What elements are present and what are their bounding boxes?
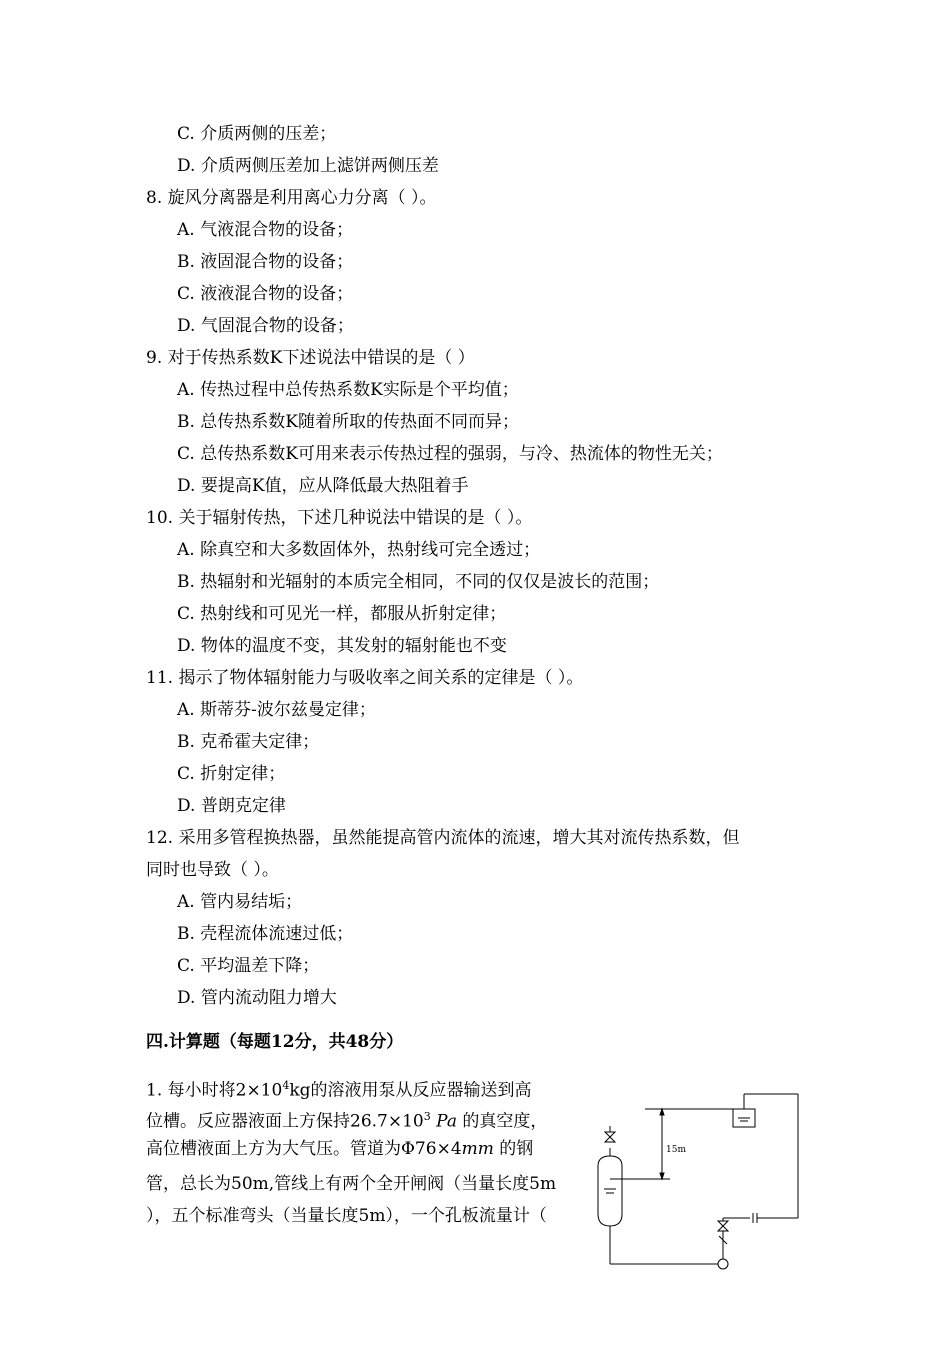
q8-option-c: C. 液液混合物的设备； bbox=[177, 284, 354, 304]
q8-option-d: D. 气固混合物的设备； bbox=[177, 316, 354, 336]
problem1-text: 1. 每小时将2×10 bbox=[146, 1080, 283, 1101]
pipe-spec: Φ76×4 bbox=[401, 1139, 462, 1159]
vent-valve bbox=[605, 1132, 615, 1142]
problem1-line3 bbox=[146, 1137, 586, 1161]
process-diagram bbox=[590, 1086, 805, 1271]
q10-stem: 10. 关于辐射传热，下述几种说法中错误的是（ ）。 bbox=[146, 508, 533, 528]
q11-option-a: A. 斯蒂芬-波尔兹曼定律； bbox=[177, 700, 376, 720]
q8-stem: 8. 旋风分离器是利用离心力分离（ ）。 bbox=[146, 188, 437, 208]
q12-stem-line1: 12. 采用多管程换热器，虽然能提高管内流体的流速，增大其对流传热系数，但 bbox=[146, 828, 740, 848]
q7-option-c: C. 介质两侧的压差； bbox=[177, 124, 337, 144]
q8-option-a: A. 气液混合物的设备； bbox=[177, 220, 354, 240]
q8-option-b: B. 液固混合物的设备； bbox=[177, 252, 354, 272]
reactor-vessel bbox=[598, 1156, 622, 1226]
problem1-text: 位槽。反应器液面上方保持 bbox=[146, 1111, 350, 1132]
problem1-line1 bbox=[146, 1074, 586, 1103]
q12-stem-line2: 同时也导致（ ）。 bbox=[146, 860, 279, 880]
q9-option-a: A. 传热过程中总传热系数K实际是个平均值； bbox=[177, 380, 519, 400]
q10-option-a: A. 除真空和大多数固体外，热射线可完全透过； bbox=[177, 540, 541, 560]
superscript: 3 bbox=[423, 1110, 431, 1123]
vacuum-value: 26.7×10 bbox=[350, 1111, 424, 1132]
q9-stem: 9. 对于传热系数K下述说法中错误的是（ ） bbox=[146, 348, 475, 368]
problem1-line2 bbox=[146, 1105, 586, 1134]
problem1-text: 高位槽液面上方为大气压。管道为 bbox=[146, 1139, 401, 1159]
section-heading: 四.计算题（每题12分，共48分） bbox=[146, 1032, 404, 1052]
q12-option-a: A. 管内易结垢； bbox=[177, 892, 303, 912]
q11-option-b: B. 克希霍夫定律； bbox=[177, 732, 320, 752]
problem1-text: kg的溶液用泵从反应器输送到高 bbox=[289, 1080, 532, 1101]
q10-option-c: C. 热射线和可见光一样，都服从折射定律； bbox=[177, 604, 507, 624]
unit-mm: mm bbox=[461, 1139, 494, 1159]
q11-option-c: C. 折射定律； bbox=[177, 764, 286, 784]
problem1-text: 的真空度， bbox=[456, 1111, 548, 1132]
problem1-line4: 管，总长为50m,管线上有两个全开闸阀（当量长度5m bbox=[146, 1174, 557, 1194]
q9-option-d: D. 要提高K值，应从降低最大热阻着手 bbox=[177, 476, 469, 496]
superscript: 4 bbox=[282, 1079, 290, 1092]
q9-option-b: B. 总传热系数K随着所取的传热面不同而异； bbox=[177, 412, 519, 432]
q7-option-d: D. 介质两侧压差加上滤饼两侧压差 bbox=[177, 156, 439, 176]
problem1-line5: ），五个标准弯头（当量长度5m），一个孔板流量计（ bbox=[146, 1206, 547, 1226]
q9-option-c: C. 总传热系数K可用来表示传热过程的强弱，与冷、热流体的物性无关； bbox=[177, 444, 723, 464]
problem1-text: 的钢 bbox=[493, 1139, 534, 1159]
unit-pa: Pa bbox=[430, 1111, 457, 1132]
pump bbox=[718, 1259, 728, 1269]
q10-option-b: B. 热辐射和光辐射的本质完全相同，不同的仅仅是波长的范围； bbox=[177, 572, 660, 592]
q12-option-d: D. 管内流动阻力增大 bbox=[177, 988, 337, 1008]
q12-option-c: C. 平均温差下降； bbox=[177, 956, 320, 976]
q12-option-b: B. 壳程流体流速过低； bbox=[177, 924, 354, 944]
q10-option-d: D. 物体的温度不变，其发射的辐射能也不变 bbox=[177, 636, 507, 656]
gate-valve bbox=[718, 1221, 728, 1231]
q11-stem: 11. 揭示了物体辐射能力与吸收率之间关系的定律是（ ）。 bbox=[146, 668, 584, 688]
q11-option-d: D. 普朗克定律 bbox=[177, 796, 286, 816]
height-label: 15m bbox=[666, 1145, 686, 1155]
